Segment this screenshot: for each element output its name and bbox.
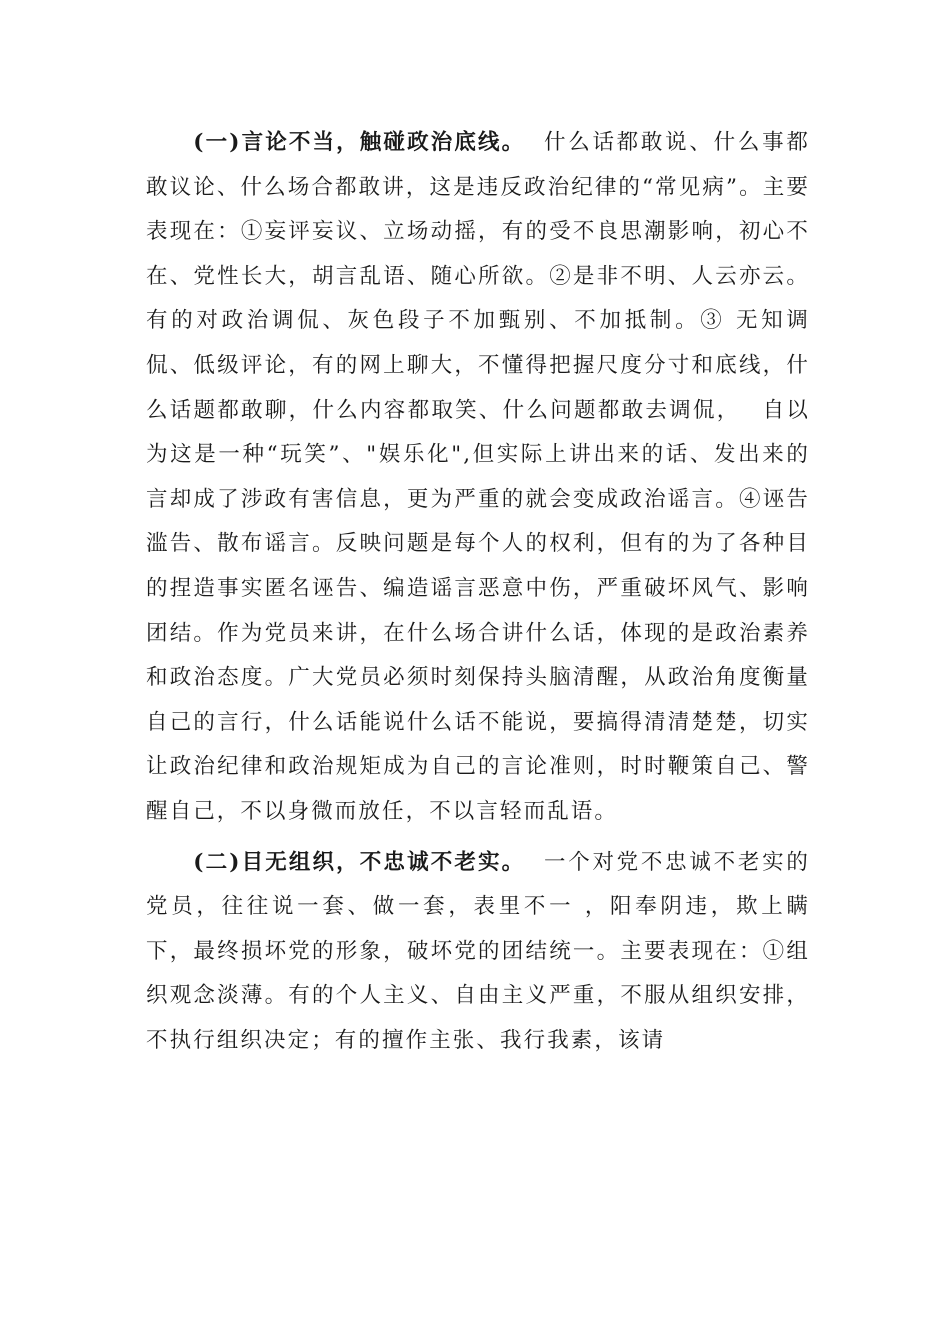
- section-body-1: 什么话都敢说、什么事都敢议论、什么场合都敢讲，这是违反政治纪律的“常见病”。主要表现在：①妄评妄议、立场动摇，有的受不良思潮影响，初心不在、党性长大，胡言乱语、随心所欲。②是非不明、人云亦云。有的对政治调侃、灰色段子不加甄别、不加抵制。③ 无知调侃、低级评论，有的网上聊大，不懂得把握尺度分寸和底线，什么话题都敢聊，什么内容都取笑、什么问题都敢去调侃， 自以为这是一种“玩笑”、"娱乐化",但实际上讲出来的话、发出来的言却成了涉政有害信息，更为严重的就会变成政治谣言。④诬告滥告、散布谣言。反映问题是每个人的权利，但有的为了各种目的捏造事实匿名诬告、编造谣言恶意中伤，严重破坏风气、影响团结。作为党员来讲，在什么场合讲什么话，体现的是政治素养和政治态度。广大党员必须时刻保持头脑清醒，从政治角度衡量自己的言行，什么话能说什么话不能说，要搞得清清楚楚，切实让政治纪律和政治规矩成为自己的言论准则，时时鞭策自己、警醒自己，不以身微而放任，不以言轻而乱语。: [146, 130, 810, 824]
- section-heading-2: (二)目无组织，不忠诚不老实。: [193, 849, 526, 875]
- section-heading-1: (一)言论不当，触碰政治底线。: [193, 130, 526, 155]
- section-paragraph-1: [146, 121, 810, 835]
- section-body-2: 一个对党不忠诚不老实的党员，往往说一套、做一套，表里不一 ，阳奉阴违，欺上瞒下，最终损坏党的形象，破坏党的团结统一。主要表现在：①组织观念淡薄。有的个人主义、自由主义严重，不服从组织安排，不执行组织决定；有的擅作主张、我行我素，该请: [146, 849, 810, 1053]
- section-paragraph-2: [146, 841, 810, 1064]
- document-body: [146, 121, 810, 1063]
